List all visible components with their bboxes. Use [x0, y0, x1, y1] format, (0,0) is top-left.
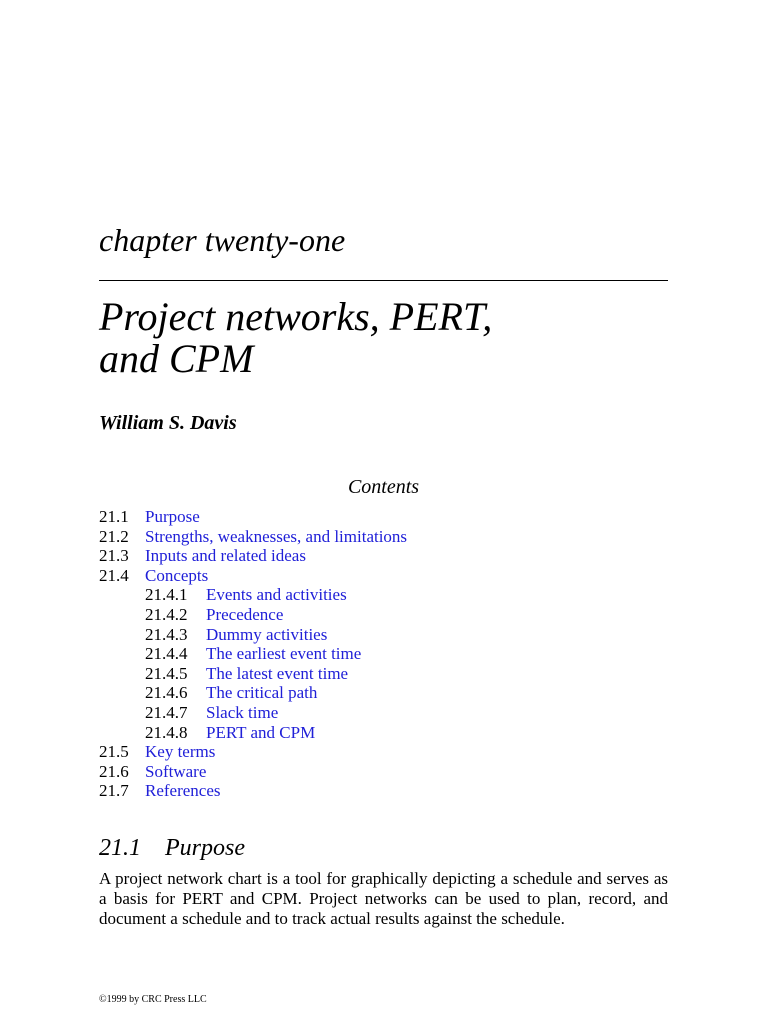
contents-heading: Contents	[347, 476, 420, 498]
toc-entry-link[interactable]: Software	[145, 761, 207, 781]
chapter-divider-rule	[99, 280, 668, 281]
toc-entry-link[interactable]: The latest event time	[206, 663, 349, 683]
toc-entry-number: 21.4.5	[145, 663, 188, 683]
toc-entry[interactable]	[99, 507, 668, 527]
toc-entry[interactable]	[99, 644, 668, 664]
chapter-title-line-2: and CPM	[99, 336, 254, 381]
toc-entry[interactable]	[99, 781, 668, 801]
section-body-paragraph: A project network chart is a tool for graphically depicting a schedule and serves as a basis for PERT and CPM. Project networks can be used to plan, record, and document a schedule and to track actual results against the schedule.	[99, 869, 668, 928]
toc-entry-number: 21.6	[99, 761, 129, 781]
toc-entry[interactable]	[99, 546, 668, 566]
toc-entry-link[interactable]: PERT and CPM	[206, 722, 316, 742]
toc-entry-number: 21.4.8	[145, 722, 188, 742]
chapter-title	[99, 296, 492, 380]
toc-entry-link[interactable]: References	[145, 781, 221, 801]
toc-entry[interactable]	[99, 703, 668, 723]
chapter-label: chapter twenty-one	[99, 222, 346, 258]
toc-entry-number: 21.7	[99, 781, 129, 801]
toc-entry-link[interactable]: The critical path	[206, 683, 318, 703]
table-of-contents	[99, 507, 668, 801]
toc-entry-number: 21.4.3	[145, 624, 188, 644]
toc-entry-number: 21.1	[99, 507, 129, 526]
toc-entry-link[interactable]: Key terms	[145, 742, 216, 762]
toc-entry-link[interactable]: Purpose	[145, 507, 200, 526]
toc-entry-number: 21.4.1	[145, 585, 188, 605]
toc-entry-number: 21.4.4	[145, 644, 188, 664]
toc-entry-number: 21.3	[99, 546, 129, 566]
toc-entry[interactable]	[99, 605, 668, 625]
section-number: 21.1	[99, 835, 141, 861]
section-title: Purpose	[165, 835, 245, 861]
toc-entry-link[interactable]: The earliest event time	[206, 644, 362, 664]
chapter-title-line-1: Project networks, PERT,	[99, 294, 493, 339]
toc-entry-number: 21.2	[99, 526, 129, 546]
section-heading	[99, 834, 245, 862]
toc-entry-number: 21.5	[99, 742, 129, 762]
toc-entry-number: 21.4.2	[145, 604, 188, 624]
toc-entry[interactable]	[99, 664, 668, 684]
toc-entry[interactable]	[99, 625, 668, 645]
toc-entry-link[interactable]: Slack time	[206, 702, 279, 722]
toc-entry[interactable]	[99, 566, 668, 586]
toc-entry-link[interactable]: Inputs and related ideas	[145, 546, 306, 566]
toc-entry[interactable]	[99, 585, 668, 605]
toc-entry-number: 21.4.6	[145, 683, 188, 703]
toc-entry-link[interactable]: Concepts	[145, 565, 209, 585]
toc-entry[interactable]	[99, 683, 668, 703]
copyright-footer: ©1999 by CRC Press LLC	[99, 994, 207, 1005]
toc-entry-link[interactable]: Events and activities	[206, 585, 347, 605]
chapter-author: William S. Davis	[99, 412, 237, 434]
toc-entry-link[interactable]: Dummy activities	[206, 624, 328, 644]
toc-entry[interactable]	[99, 742, 668, 762]
toc-entry-link[interactable]: Precedence	[206, 604, 284, 624]
toc-entry-number: 21.4	[99, 565, 129, 585]
toc-entry-number: 21.4.7	[145, 702, 188, 722]
toc-entry[interactable]	[99, 723, 668, 743]
toc-entry-link[interactable]: Strengths, weaknesses, and limitations	[145, 526, 408, 546]
toc-entry[interactable]	[99, 527, 668, 547]
toc-entry[interactable]	[99, 762, 668, 782]
